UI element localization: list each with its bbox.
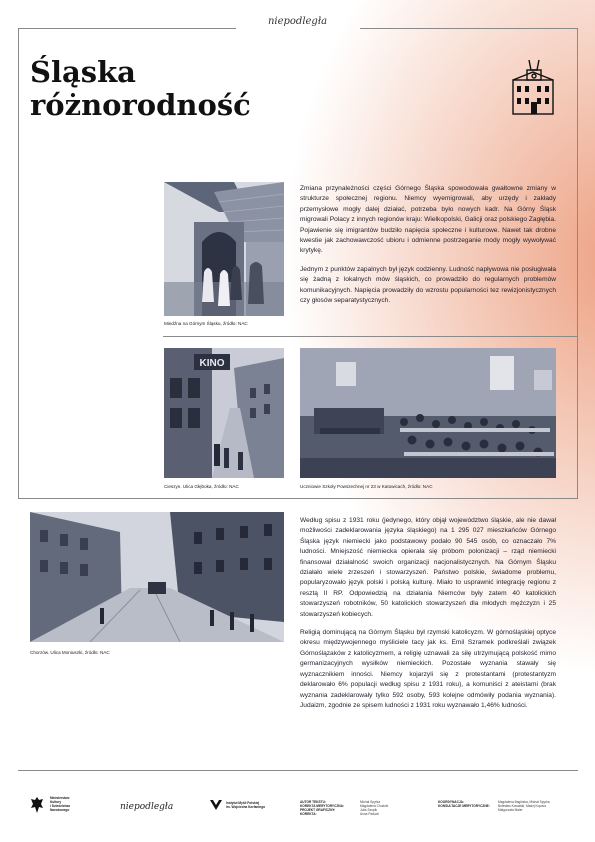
paragraph-migration: Zmiana przynależności części Górnego Śląska spowodowała gwałtowne zmiany w strukturze społecznej regionu. Niemcy wyemigrowali, aby urzędy i zakłady przemysłowe mogły dalej działać, potrzeba było nowych kadr. Na Górny Śląsk migrowali Polacy z innych regionów kraju: Wielkopolski, Galicji oraz polskiego Zagłębia. Pojawienie się imigrantów budziło napięcia społeczne i kulturowe. Nawet tak drobne kwestie jak zachowawczość ubioru i odmienne postrzeganie mody mogły wywoływać krytykę. (300, 185, 556, 255)
eagle-emblem-icon (30, 796, 44, 814)
caption-photo-2: Cieszyn. Ulica Głęboka, źródło: NAC (164, 484, 239, 489)
footer-institute: Instytut Myśli Polskiej im. Wojciecha Korfantego (226, 801, 266, 809)
paragraph-language: Jednym z punktów zapalnych był język codzienny. Ludność napływowa nie posługiwała się żadną z lokalnych mów śląskich, co prowadziło do regularnych problemów komunikacyjnych. Napięcia prowadziły do wzrostu popularności tez rewizjonistycznych czy głosów separatystycznych. (300, 265, 556, 305)
title-line-2: różnorodność (30, 88, 251, 122)
photo-miedzna-church (164, 182, 284, 316)
page-title (30, 56, 251, 122)
footer-credits-labels: AUTOR TEKSTU: KOREKTA MERYTORYCZNA: PROJEKT GRAFICZNY: KOREKTA: (300, 800, 344, 816)
paragraph-religion: Religią dominującą na Górnym Śląsku był rzymski katolicyzm. W górnośląskiej optyce okresu międzywojennego myśliciele tacy jak ks. Emil Szramek podkreślali związek Górnoślązaków z katolicyzmem, a religię uznawali za siłę utrzymującą polskość mimo germanizacyjnych wysiłków niemieckich. Pozostałe wyznania stawały się wyznacznikiem inności. Niemcy kojarzyli się z protestantami (protestantyzm deklarowało 6% populacji według spisu z 1931 roku), a komuniści z ateistami (brak wyznania zadeklarowały tylko 592 osoby, 593 kolejne odmówiły podania wyznania). Judaizm, zgodnie ze spisem ludności z 1931 roku wyznawało 1,46% ludności. (300, 629, 556, 709)
caption-photo-1: Miedźna na Górnym Śląsku, źródło: NAC (164, 321, 248, 326)
text-block-2 (300, 516, 556, 719)
photo-cieszyn-street (164, 348, 284, 478)
divider-mid (163, 336, 578, 337)
photo-chorzow-street (30, 512, 284, 642)
frame-right (577, 28, 578, 498)
paragraph-census: Według spisu z 1931 roku (jedynego, który objął województwo śląskie, ale nie dawał możliwości zadeklarowania języka śląskiego) na 1 295 027 mieszkańców Górnego Śląska język niemiecki jako podstawowy podało 90 545 osób, co oznaczało 7% ludności. Mniejszość niemiecka opierała się próbom polonizacji – rząd niemiecki finansował działalność swoich organizacji nacjonalistycznych. Na Górnym Śląsku działało wiele zrzeszeń i stowarzyszeń. Państwo polskie, świadome problemu, popularyzowało język polski i polską kulturę. Miało to usprawnić integrację regionu z resztą II RP. Odpowiedzią na działania Niemców były zatem 40 katolickich stowarzyszeń robotników, 50 katolickich stowarzyszeń dla młodych mężczyzn i 25 stowarzyszeń kobiecych. (300, 517, 556, 618)
institute-logo-icon (210, 800, 222, 810)
caption-photo-3: Uczniowie Szkoły Powszechnej nr 23 w Katowicach, źródło: NAC (300, 484, 433, 489)
footer-ministry: Ministerstwo Kultury i Dziedzictwa Narodowego (50, 796, 70, 812)
frame-top-right (360, 28, 578, 29)
footer-credits-values: Michał Spyrka Magdalena Chudzik Julia Szopik Anna Paduch (360, 800, 389, 816)
footer-niepodlegla-logo: niepodległa (120, 802, 174, 812)
frame-bottom (18, 498, 578, 499)
frame-left (18, 28, 19, 498)
footer-coordination-values: Magdalena Bagińska, Michał Spyrka Bolesław Kowalski, Madej Kopacz Małgorzata Maier (498, 800, 550, 812)
photo-katowice-classroom (300, 348, 556, 478)
title-line-1: Śląska (30, 55, 136, 89)
caption-photo-4: Chorzów. Ulica Moniuszki, źródło: NAC (30, 650, 110, 655)
text-block-1 (300, 184, 556, 314)
footer-divider (18, 770, 578, 771)
frame-top-left (18, 28, 236, 29)
kino-sign: KINO (199, 358, 225, 369)
footer-coordination-labels: KOORDYNACJA: KONSULTACJE MERYTORYCZNE: (438, 800, 490, 808)
header-logo: niepodległa (267, 16, 328, 27)
footer (0, 790, 595, 830)
town-hall-icon (507, 58, 559, 116)
